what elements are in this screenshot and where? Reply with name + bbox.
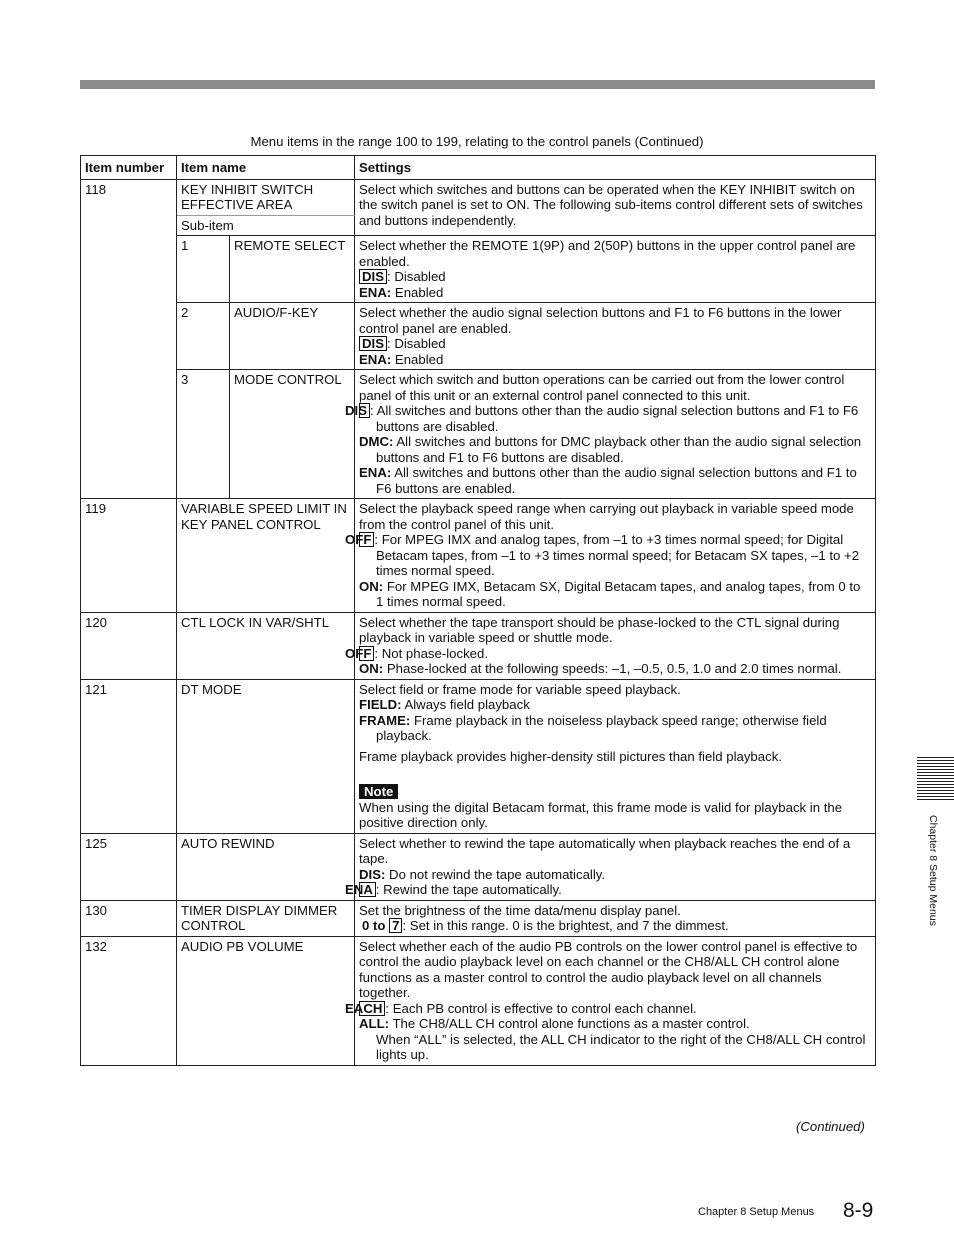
item-name: DT MODE (177, 679, 355, 833)
option-text: : All switches and buttons other than the audio signal selection buttons and F1 to F6 buttons are disabled. (370, 403, 859, 434)
option-key: FRAME: (359, 712, 411, 728)
option-key: ON: (359, 661, 384, 676)
option-key: DMC: (359, 434, 394, 449)
settings-cell (355, 303, 876, 370)
option-key: ENA: (359, 465, 392, 480)
table-caption: Menu items in the range 100 to 199, relating to the control panels (Continued) (250, 134, 704, 149)
settings-description: Select which switches and buttons can be operated when the KEY INHIBIT switch on the switch panel is set to ON. The following sub-items control different sets of switches and buttons independently. (359, 181, 863, 228)
settings-cell (345, 833, 876, 900)
option-key: FIELD: (359, 697, 402, 712)
option-text: Phase-locked at the following speeds: –1, –0.5, 0.5, 1.0 and 2.0 times normal. (383, 661, 842, 676)
item-name: VARIABLE SPEED LIMIT IN KEY PANEL CONTROL (177, 499, 355, 613)
item-name: AUTO REWIND (177, 833, 355, 900)
setting-option (345, 403, 871, 434)
table-row (81, 900, 876, 936)
setting-option (359, 1016, 871, 1032)
settings-description: Select whether the REMOTE 1(9P) and 2(50P) buttons in the upper control panel are enabled. (359, 238, 856, 269)
option-text: Frame playback in the noiseless playback speed range; otherwise field playback. (376, 712, 827, 743)
header-item-number: Item number (81, 156, 177, 180)
option-text: Always field playback (401, 697, 530, 712)
setting-option (359, 697, 871, 713)
setting-option (359, 336, 871, 352)
table-row (81, 370, 876, 499)
default-option-key: OFF (359, 646, 374, 661)
table-row (81, 679, 876, 833)
option-text: Enabled (391, 284, 444, 300)
settings-cell (355, 179, 876, 236)
option-text: All switches and buttons for DMC playback other than the audio signal selection buttons and F1 to F6 buttons are disabled. (376, 434, 862, 465)
subitem-label: Sub-item (177, 215, 355, 236)
subitem-number: 1 (177, 236, 230, 303)
settings-description: Select whether each of the audio PB controls on the lower control panel is effective to control the audio playback level on each channel or the CH8/ALL CH control alone functions as a master control to control the audio playback level on all channels together. (359, 938, 858, 1000)
continued-label: (Continued) (796, 1119, 865, 1134)
item-number: 121 (81, 679, 177, 833)
setting-option (359, 352, 871, 368)
item-name: CTL LOCK IN VAR/SHTL (177, 612, 355, 679)
subitem-number: 2 (177, 303, 230, 370)
note-label: Note (359, 784, 398, 799)
settings-description: Select whether the tape transport should be phase-locked to the CTL signal during playback in variable speed or shuttle mode. (359, 614, 840, 645)
option-text: : Disabled (387, 336, 446, 351)
header-settings: Settings (355, 156, 876, 180)
table-row (81, 236, 876, 303)
table-row (81, 833, 876, 900)
settings-cell (345, 370, 876, 499)
setting-option (359, 285, 871, 301)
item-name: TIMER DISPLAY DIMMER CONTROL (177, 900, 355, 936)
setting-option (359, 434, 871, 465)
option-text: : Set in this range. 0 is the brightest, and 7 the dimmest. (402, 918, 729, 933)
item-number: 120 (81, 612, 177, 679)
item-name: AUDIO PB VOLUME (177, 936, 355, 1065)
option-range-prefix: 0 to (362, 918, 390, 933)
default-option-key: OFF (359, 532, 374, 547)
option-text: Enabled (391, 351, 444, 367)
chapter-tab-marker (917, 757, 954, 801)
setting-option (345, 882, 871, 898)
default-option-key: EACH (359, 1001, 385, 1016)
header-item-name: Item name (177, 156, 355, 180)
settings-description: Set the brightness of the time data/menu display panel. (359, 902, 681, 918)
settings-cell (355, 679, 876, 833)
setting-option (345, 1000, 871, 1017)
note-text: When using the digital Betacam format, this frame mode is valid for playback in the positive direction only. (359, 799, 843, 830)
header-rule (80, 80, 875, 89)
note-heading (359, 784, 871, 800)
subitem-number: 3 (177, 370, 230, 499)
table-row (81, 303, 876, 370)
setting-option (359, 269, 871, 285)
table-row (81, 499, 876, 613)
setting-option (359, 713, 871, 744)
page-number: 8-9 (843, 1199, 874, 1222)
subitem-name: AUDIO/F-KEY (230, 303, 355, 370)
settings-cell (355, 236, 876, 303)
option-text: For MPEG IMX, Betacam SX, Digital Betacam tapes, and analog tapes, from 0 to 1 times normal speed. (376, 578, 861, 609)
option-text: : Each PB control is effective to control each channel. (385, 1000, 697, 1016)
option-text: : For MPEG IMX and analog tapes, from –1 to +3 times normal speed; for Digital Betacam tapes, from –1 to +3 times normal speed; for Betacam SX tapes, –1 to +2 times normal speed. (374, 532, 860, 578)
table-row (81, 612, 876, 679)
side-chapter-label: Chapter 8 Setup Menus (927, 815, 939, 926)
settings-extra: Frame playback provides higher-density still pictures than field playback. (359, 748, 782, 764)
default-option-key: ENA (359, 882, 376, 897)
settings-description: Select field or frame mode for variable speed playback. (359, 681, 681, 697)
subitem-name: REMOTE SELECT (230, 236, 355, 303)
option-text: : Rewind the tape automatically. (375, 882, 562, 897)
subitem-name: MODE CONTROL (230, 370, 355, 499)
setting-option (345, 645, 871, 662)
settings-description: Select which switch and button operations can be carried out from the lower control panel of this unit or an external control panel connected to this unit. (359, 372, 845, 403)
table-row (81, 179, 876, 215)
settings-cell (345, 936, 876, 1065)
option-key: ENA: (359, 351, 392, 367)
item-number: 132 (81, 936, 177, 1065)
setting-option (359, 579, 871, 610)
footer-chapter: Chapter 8 Setup Menus (698, 1206, 815, 1218)
item-name: KEY INHIBIT SWITCH EFFECTIVE AREA (177, 179, 355, 215)
setting-option (359, 465, 871, 496)
setting-option (359, 661, 871, 677)
option-text: : Not phase-locked. (374, 645, 489, 661)
option-key: ON: (359, 578, 384, 594)
option-key: ENA: (359, 284, 392, 300)
item-number: 125 (81, 833, 177, 900)
default-option-key: DIS (359, 336, 387, 351)
item-number: 118 (81, 179, 177, 499)
table-header-row (81, 156, 876, 180)
settings-description: Select whether the audio signal selection buttons and F1 to F6 buttons in the lower control panel are enabled. (359, 305, 842, 336)
settings-cell (345, 612, 876, 679)
option-text: : Disabled (387, 269, 446, 284)
menu-items-table (80, 155, 876, 1066)
setting-option (345, 532, 871, 579)
setting-option (359, 918, 871, 934)
item-number: 119 (81, 499, 177, 613)
option-key: ALL: (359, 1016, 390, 1031)
settings-description: Select the playback speed range when carrying out playback in variable speed mode from the control panel of this unit. (359, 501, 854, 532)
option-text: Do not rewind the tape automatically. (385, 866, 606, 882)
option-continuation: When “ALL” is selected, the ALL CH indicator to the right of the CH8/ALL CH control lights up. (376, 1031, 866, 1062)
option-key: DIS: (359, 866, 386, 882)
settings-cell (345, 499, 876, 613)
settings-description: Select whether to rewind the tape automatically when playback reaches the end of a tape. (359, 835, 851, 866)
default-option-key: DIS (359, 403, 370, 418)
default-option-key: 7 (389, 918, 402, 933)
setting-option (359, 867, 871, 883)
item-number: 130 (81, 900, 177, 936)
default-option-key: DIS (359, 269, 387, 284)
table-row (81, 936, 876, 1065)
option-text: All switches and buttons other than the audio signal selection buttons and F1 to F6 buttons are enabled. (376, 465, 857, 496)
settings-cell (355, 900, 876, 936)
option-text: The CH8/ALL CH control alone functions as a master control. (389, 1016, 750, 1031)
spacer (359, 764, 871, 784)
